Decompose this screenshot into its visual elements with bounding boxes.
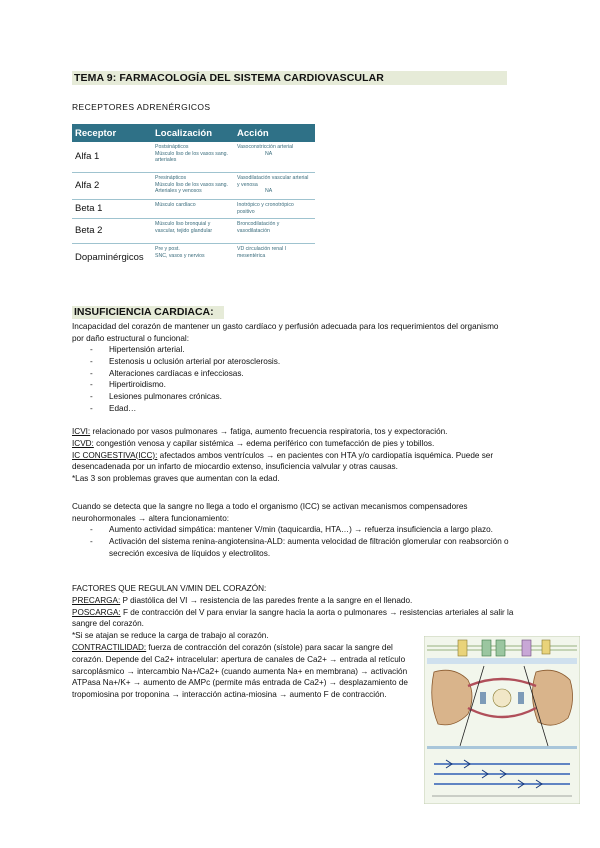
list-item: - Activación del sistema renina-angiotensina-ALD: aumenta velocidad de filtración glomerular con reabsorción o secreción excesiva de líquidos y electrolitos. <box>90 536 520 560</box>
receptor-location: Músculo cardíaco <box>152 200 234 219</box>
icvd-label: ICVD: <box>72 438 94 448</box>
receptor-table <box>72 124 315 272</box>
receptor-location <box>152 244 234 273</box>
receptor-action: Inotrópico y cronotrópico positivo <box>234 200 315 219</box>
location-detail: Músculo liso de los vasos sang. Arteriales y venosos <box>155 181 228 194</box>
location-main: Postsinápticos <box>155 144 189 150</box>
receptor-action <box>234 142 315 173</box>
list-item: - Aumento actividad simpática: mantener V/min (taquicardia, HTA…) → refuerza insuficiencia a largo plazo. <box>90 524 520 536</box>
section-title: INSUFICIENCIA CARDIACA: <box>74 306 214 318</box>
factors-title: FACTORES QUE REGULAN V/MIN DEL CORAZÓN: <box>72 584 267 593</box>
action-detail: NA <box>265 150 273 157</box>
icc-text: afectados ambos ventrículos → en pacientes con HTA y/o cardiopatía isquémica. Puede ser desencadenada por un infarto de miocardio extenso, insuficiencia valvular y otras causas. <box>72 450 494 472</box>
action-main: Vasoconstricción arterial <box>237 144 294 150</box>
table-row <box>72 200 315 219</box>
receptor-name: Beta 1 <box>72 200 152 219</box>
icvd-line <box>72 438 542 450</box>
receptor-name: Beta 2 <box>72 219 152 244</box>
icvi-label: ICVI: <box>72 427 91 436</box>
receptor-action: VD circulación renal I mesentérica <box>237 246 287 259</box>
location-detail: Músculo liso de los vasos sang. arteriales <box>155 150 228 163</box>
list-item: - Edad… <box>90 403 280 415</box>
receptor-location <box>152 142 234 173</box>
icc-label: IC CONGESTIVA(ICC): <box>72 450 158 460</box>
receptor-name: Alfa 1 <box>72 142 152 173</box>
table-header-row <box>72 124 315 142</box>
column-header: Receptor <box>72 124 152 142</box>
cardiac-cell-diagram-icon <box>424 636 580 804</box>
contract-label: CONTRACTILIDAD: <box>72 643 147 652</box>
location-detail: SNC, vasos y nervios <box>155 252 205 259</box>
list-item: - Alteraciones cardíacas e infecciosas. <box>90 368 280 380</box>
precarga-label: PRECARGA: <box>72 595 121 605</box>
receptor-action <box>234 173 315 200</box>
list-item: - Lesiones pulmonares crónicas. <box>90 391 280 403</box>
table-row <box>72 244 315 273</box>
contractility-paragraph <box>72 642 408 701</box>
factors-section <box>72 583 522 642</box>
mechanisms-list <box>90 524 520 559</box>
list-item: - Hipertensión arterial. <box>90 344 280 356</box>
mechanisms-intro: Cuando se detecta que la sangre no llega a todo el organismo (ICC) se activan mecanismos compensadores neurohormonales → altera funcionamiento: <box>72 502 468 523</box>
precarga-text: P diastólica del VI → resistencia de las paredes frente a la sangre en el llenado. <box>120 595 413 605</box>
receptor-action: Broncodilatación y vasodilatación <box>234 219 315 244</box>
causes-list <box>90 344 280 415</box>
ic-definition: Incapacidad del corazón de mantener un gasto cardíaco y perfusión adecuada para los requerimientos del organismo por daño estructural o funcional: <box>72 322 499 343</box>
icvd-text: congestión venosa y capilar sistémica → edema periférico con tumefacción de pies y tobillos. <box>93 438 435 448</box>
location-main: Pre y post. <box>155 246 180 252</box>
precarga-line <box>72 595 522 607</box>
action-main: Vasodilatación vascular arterial y venosa <box>237 175 309 188</box>
location-main: Presinápticos <box>155 175 187 181</box>
list-item: - Estenosis u oclusión arterial por aterosclerosis. <box>90 356 280 368</box>
list-item: - Hipertiroidismo. <box>90 379 280 391</box>
icvi-line <box>72 426 542 438</box>
ic-note: *Las 3 son problemas graves que aumentan con la edad. <box>72 474 280 484</box>
receptor-name: Alfa 2 <box>72 173 152 200</box>
receptor-location <box>152 173 234 200</box>
column-header: Acción <box>234 124 315 142</box>
table-row <box>72 142 315 173</box>
icc-line <box>72 450 542 474</box>
poscarga-line <box>72 607 522 631</box>
receptor-name: Dopaminérgicos <box>75 252 144 264</box>
column-header: Localización <box>152 124 234 142</box>
poscarga-text: F de contracción del V para enviar la sangre hacia la aorta o pulmonares → resistencias arteriales al salir la sangre del corazón. <box>72 607 514 629</box>
table-row <box>72 173 315 200</box>
section-subtitle: RECEPTORES ADRENÉRGICOS <box>72 102 211 112</box>
action-detail: NA <box>265 188 273 194</box>
contract-text: fuerza de contracción del corazón (sístole) para sacar la sangre del corazón. Depende del Ca2+ intracelular: apertura de canales de Ca2+ → entrada al retículo sarcoplásmico → intercambio Na+/Ca2+ (cuando aumenta Na+ en membrana) → activación ATPasa Na+/K+ → aumento de AMPc (permite más entrada de Ca2+) → desplazamiento de tropomiosina por troponina → interacción actina-miosina → aumento F de contracción. <box>72 643 408 700</box>
ic-types <box>72 426 542 485</box>
page-title: TEMA 9: FARMACOLOGÍA DEL SISTEMA CARDIOVASCULAR <box>74 72 384 84</box>
receptor-location: Músculo liso bronquial y vascular, tejido glandular <box>152 219 234 244</box>
table-row <box>72 219 315 244</box>
poscarga-label: POSCARGA: <box>72 607 121 617</box>
factors-note: *Si se atajan se reduce la carga de trabajo al corazón. <box>72 631 269 641</box>
icvi-text: relacionado por vasos pulmonares → fatiga, aumento frecuencia respiratoria, tos y expectoración. <box>90 427 448 436</box>
